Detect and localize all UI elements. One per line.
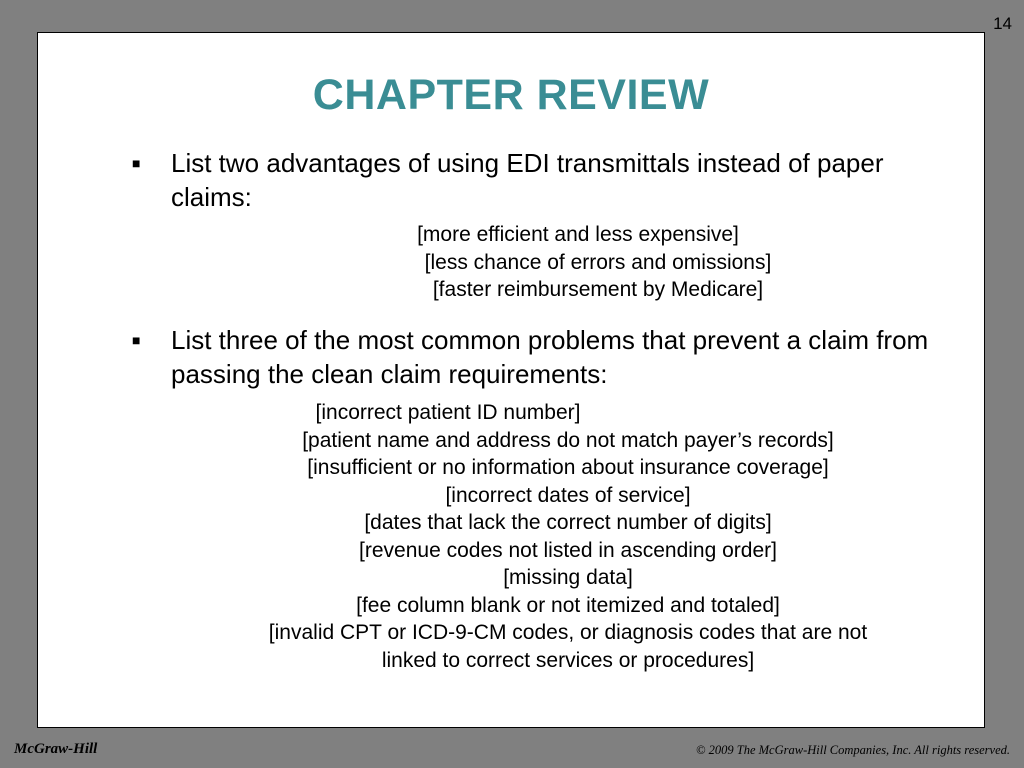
bullet-text: List three of the most common problems that prevent a claim from passing the clean claim requirements: bbox=[171, 325, 929, 389]
bullet-text: List two advantages of using EDI transmittals instead of paper claims: bbox=[171, 148, 884, 212]
answer-line: [dates that lack the correct number of digits] bbox=[364, 511, 772, 534]
answer-line: [missing data] bbox=[503, 566, 633, 589]
publisher-logo-text: McGraw-Hill bbox=[14, 741, 98, 757]
copyright-notice: © 2009 The McGraw-Hill Companies, Inc. All rights reserved. bbox=[696, 743, 1010, 757]
answer-line: [incorrect dates of service] bbox=[445, 483, 691, 507]
slide bbox=[37, 32, 985, 728]
answer-line: linked to correct services or procedures] bbox=[381, 648, 755, 672]
answer-line: [faster reimbursement by Medicare] bbox=[432, 278, 764, 301]
answer-list-1 bbox=[328, 221, 828, 304]
answer-line: [patient name and address do not match payer’s records] bbox=[302, 428, 834, 452]
answer-line: [fee column blank or not itemized and totaled] bbox=[356, 593, 780, 617]
answer-line: [invalid CPT or ICD-9-CM codes, or diagnosis codes that are not bbox=[268, 621, 868, 644]
answer-line: [insufficient or no information about insurance coverage] bbox=[307, 456, 829, 479]
page-number: 14 bbox=[993, 14, 1012, 33]
answer-line: [less chance of errors and omissions] bbox=[424, 250, 772, 274]
slide-title: CHAPTER REVIEW bbox=[312, 71, 710, 119]
square-bullet-icon: ■ bbox=[132, 155, 141, 171]
answer-list-2 bbox=[178, 399, 958, 674]
bullet-item-2 bbox=[132, 323, 961, 391]
square-bullet-icon: ■ bbox=[132, 332, 141, 348]
answer-line: [revenue codes not listed in ascending order] bbox=[359, 538, 777, 562]
bullet-item-1 bbox=[132, 146, 961, 214]
answer-line: [incorrect patient ID number] bbox=[315, 401, 581, 424]
answer-line: [more efficient and less expensive] bbox=[417, 223, 739, 246]
